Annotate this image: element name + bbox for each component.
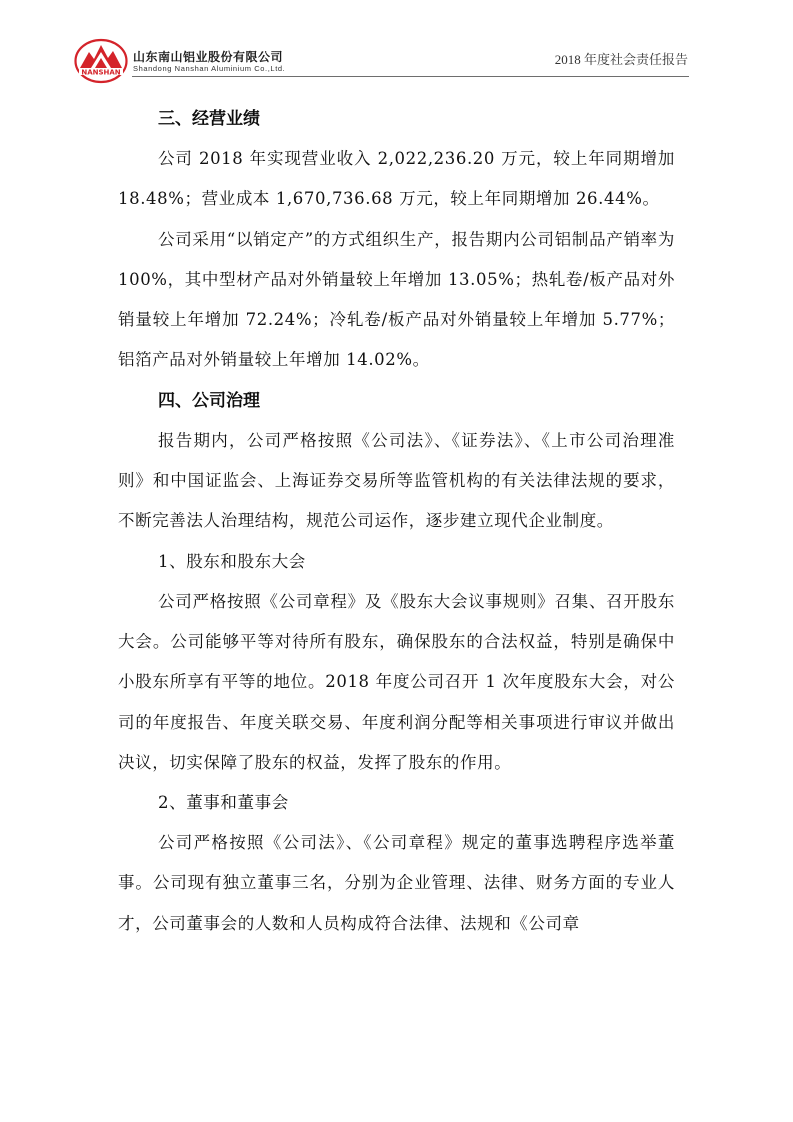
company-name-cn: 山东南山铝业股份有限公司 — [133, 50, 284, 64]
svg-text:NANSHAN: NANSHAN — [81, 68, 121, 77]
paragraph-directors: 公司严格按照《公司法》、《公司章程》规定的董事选聘程序选举董事。公司现有独立董事三名，分别为企业管理、法律、财务方面的专业人才，公司董事会的人数和人员构成符合法律、法规和《公司章 — [118, 833, 675, 933]
subsection-title-directors: 2、董事和董事会 — [158, 793, 289, 813]
section-heading-corporate-governance: 四、公司治理 — [158, 390, 260, 411]
header-divider — [132, 76, 689, 77]
subsection-title-shareholders: 1、股东和股东大会 — [158, 551, 306, 571]
nanshan-logo — [74, 38, 128, 84]
report-title: 2018 年度社会责任报告 — [554, 52, 688, 67]
section-heading-business-performance: 三、经营业绩 — [158, 109, 260, 129]
paragraph-governance-intro: 报告期内，公司严格按照《公司法》、《证券法》、《上市公司治理准则》和中国证监会、上海证券交易所等监管机构的有关法律法规的要求，不断完善法人治理结构，规范公司运作，逐步建立现代企业制度。 — [118, 430, 675, 531]
company-name-en: Shandong Nanshan Aluminium Co.,Ltd. — [133, 64, 286, 73]
paragraph-shareholders: 公司严格按照《公司章程》及《股东大会议事规则》召集、召开股东大会。公司能够平等对待所有股东，确保股东的合法权益，特别是确保中小股东所享有平等的地位。2018 年度公司召开 1 次年度股东大会，对公司的年度报告、年度关联交易、年度利润分配等相关事项进行审议并做出决议，切实保障了股东的权益，发挥了股东的作用。 — [118, 591, 675, 772]
document-body — [118, 99, 675, 944]
paragraph-revenue: 公司 2018 年实现营业收入 2,022,236.20 万元，较上年同期增加 18.48%；营业成本 1,670,736.68 万元，较上年同期增加 26.44%。 — [118, 149, 675, 209]
paragraph-sales: 公司采用“以销定产”的方式组织生产，报告期内公司铝制品产销率为 100%，其中型材产品对外销量较上年增加 13.05%；热轧卷/板产品对外销量较上年增加 72.24%；冷轧卷/板产品对外销量较上年增加 5.77%；铝箔产品对外销量较上年增加 14.02%。 — [118, 229, 675, 370]
page-header — [0, 0, 793, 84]
